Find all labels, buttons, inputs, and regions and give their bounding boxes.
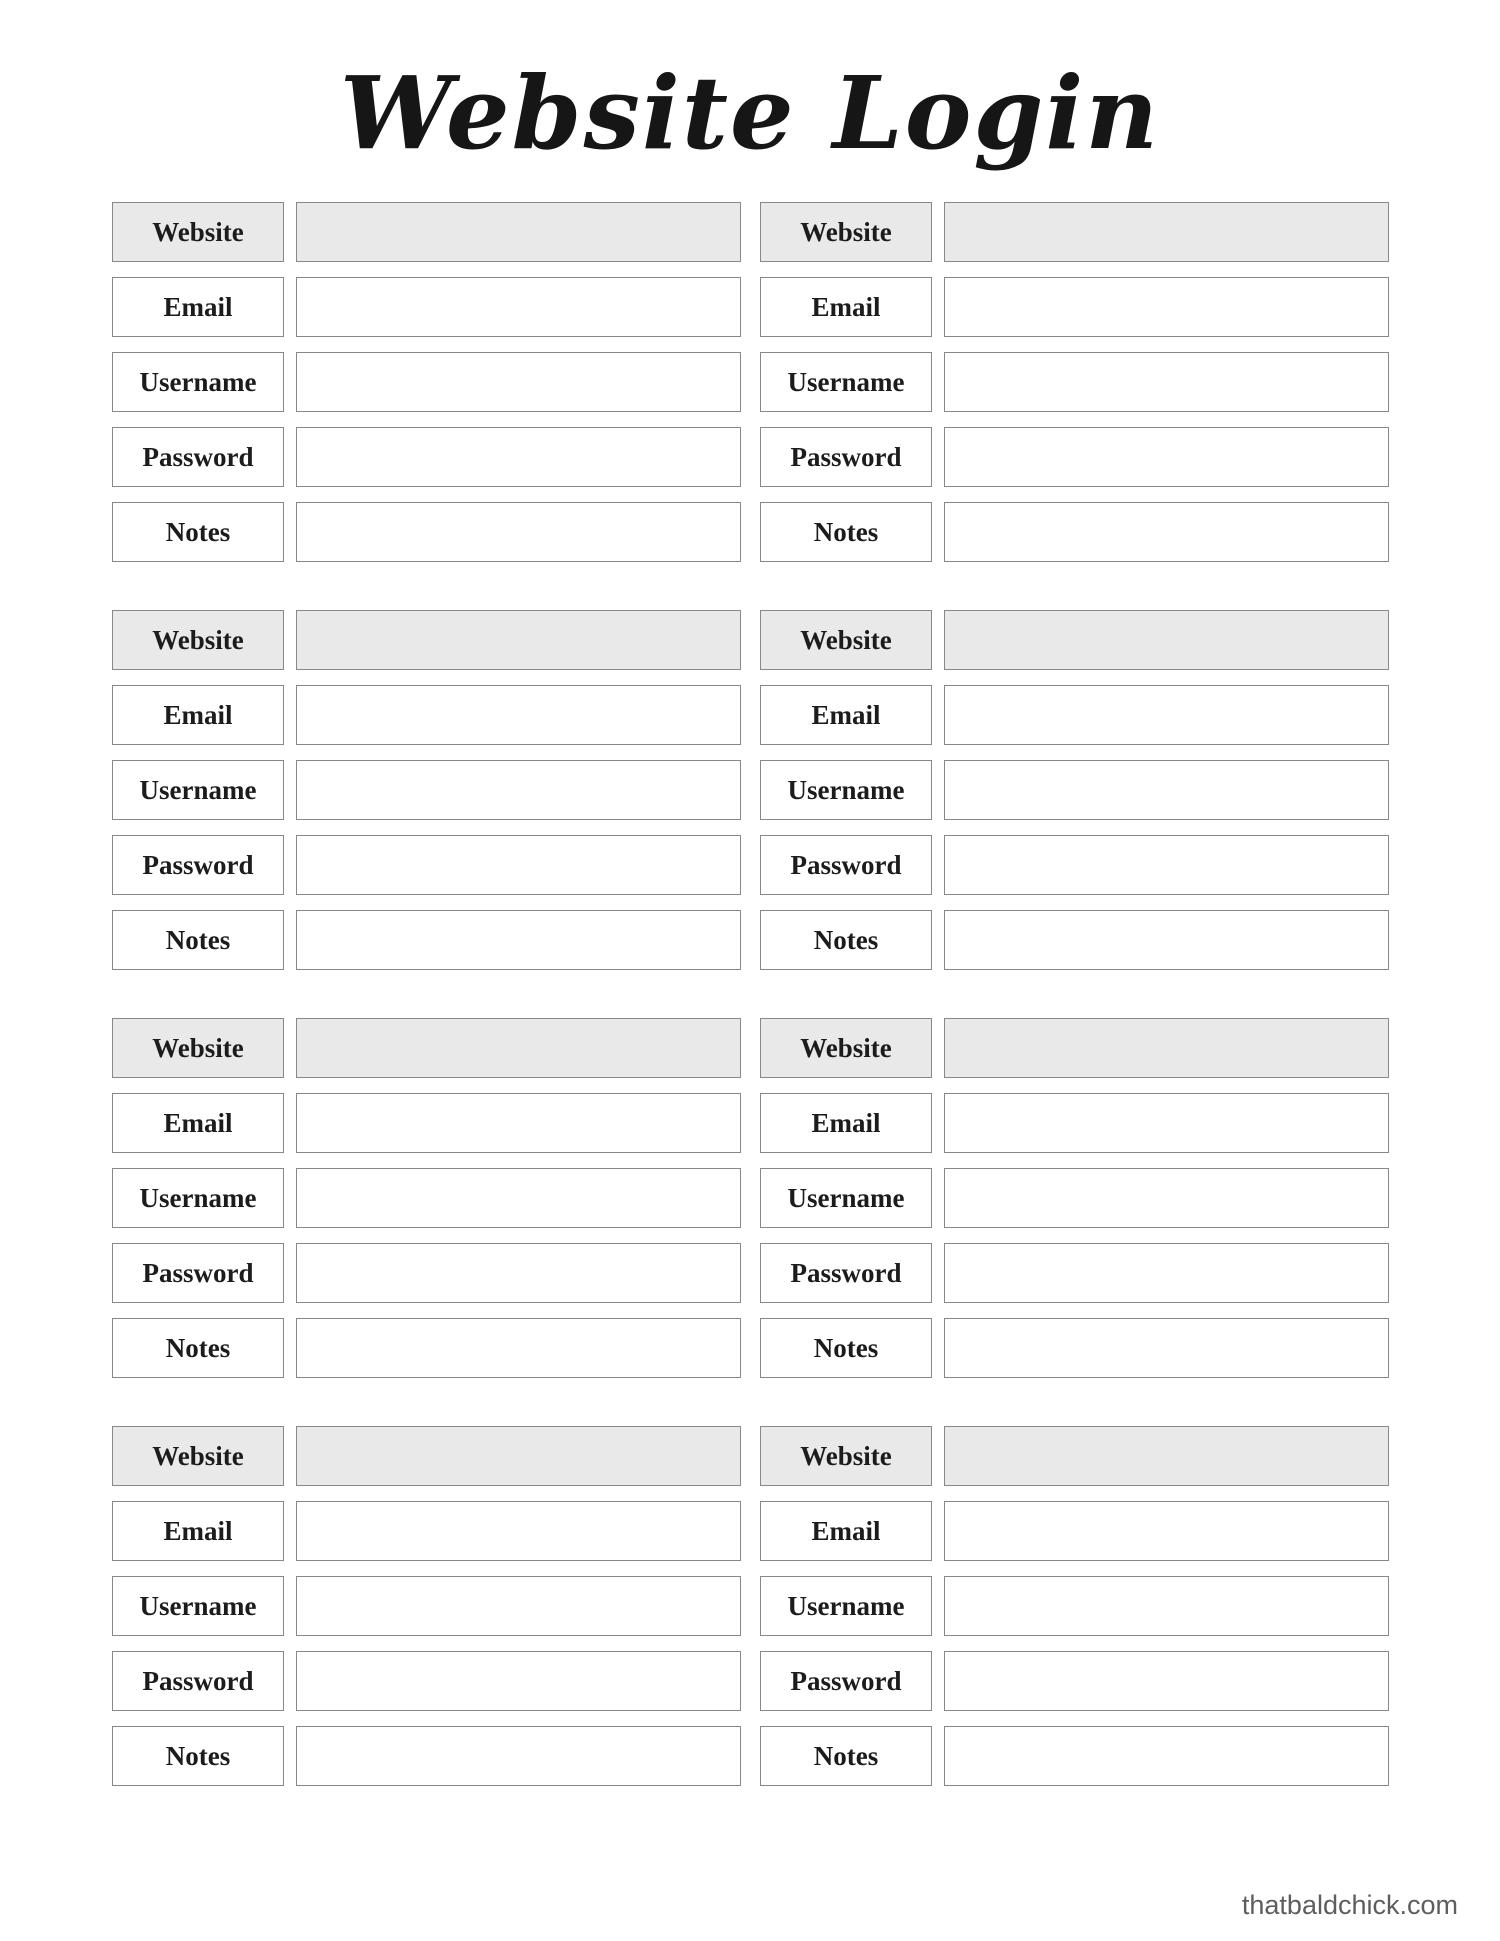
username-row bbox=[112, 1168, 741, 1228]
notes-label: Notes bbox=[760, 1318, 932, 1378]
block-row-1 bbox=[112, 202, 1389, 562]
website-label: Website bbox=[112, 202, 284, 262]
username-field[interactable] bbox=[296, 760, 741, 820]
email-row bbox=[112, 277, 741, 337]
notes-row bbox=[112, 910, 741, 970]
email-field[interactable] bbox=[944, 1501, 1389, 1561]
website-row bbox=[112, 1018, 741, 1078]
email-label: Email bbox=[112, 685, 284, 745]
website-label: Website bbox=[760, 1426, 932, 1486]
email-row bbox=[112, 685, 741, 745]
notes-field[interactable] bbox=[944, 502, 1389, 562]
website-label: Website bbox=[760, 1018, 932, 1078]
notes-label: Notes bbox=[112, 910, 284, 970]
notes-row bbox=[760, 910, 1389, 970]
username-label: Username bbox=[112, 352, 284, 412]
email-label: Email bbox=[760, 685, 932, 745]
email-field[interactable] bbox=[296, 277, 741, 337]
login-entry-block bbox=[112, 1426, 741, 1786]
notes-field[interactable] bbox=[296, 1318, 741, 1378]
website-field[interactable] bbox=[296, 1018, 741, 1078]
username-row bbox=[760, 760, 1389, 820]
block-row-3 bbox=[112, 1018, 1389, 1378]
password-field[interactable] bbox=[944, 835, 1389, 895]
notes-label: Notes bbox=[760, 502, 932, 562]
site-credit: thatbaldchick.com bbox=[1241, 1890, 1458, 1920]
website-label: Website bbox=[760, 202, 932, 262]
email-field[interactable] bbox=[296, 1093, 741, 1153]
username-label: Username bbox=[760, 760, 932, 820]
website-field[interactable] bbox=[944, 202, 1389, 262]
website-field[interactable] bbox=[296, 1426, 741, 1486]
notes-row bbox=[760, 1318, 1389, 1378]
notes-label: Notes bbox=[112, 1726, 284, 1786]
website-label: Website bbox=[112, 1018, 284, 1078]
notes-label: Notes bbox=[760, 1726, 932, 1786]
login-entry-block bbox=[112, 1018, 741, 1378]
website-field[interactable] bbox=[944, 1018, 1389, 1078]
email-row bbox=[112, 1093, 741, 1153]
password-label: Password bbox=[760, 427, 932, 487]
username-label: Username bbox=[760, 352, 932, 412]
username-label: Username bbox=[112, 1576, 284, 1636]
password-row bbox=[760, 427, 1389, 487]
block-row-4 bbox=[112, 1426, 1389, 1786]
website-label: Website bbox=[112, 610, 284, 670]
password-row bbox=[760, 835, 1389, 895]
email-row bbox=[760, 277, 1389, 337]
password-label: Password bbox=[760, 1651, 932, 1711]
email-row bbox=[760, 685, 1389, 745]
login-entry-block bbox=[760, 1018, 1389, 1378]
notes-field[interactable] bbox=[944, 1726, 1389, 1786]
password-field[interactable] bbox=[296, 835, 741, 895]
email-row bbox=[760, 1093, 1389, 1153]
email-label: Email bbox=[760, 1093, 932, 1153]
email-label: Email bbox=[760, 277, 932, 337]
login-entry-block bbox=[112, 610, 741, 970]
password-label: Password bbox=[112, 427, 284, 487]
password-label: Password bbox=[760, 835, 932, 895]
username-field[interactable] bbox=[296, 1576, 741, 1636]
website-field[interactable] bbox=[296, 202, 741, 262]
username-label: Username bbox=[760, 1576, 932, 1636]
notes-label: Notes bbox=[112, 502, 284, 562]
password-field[interactable] bbox=[944, 1243, 1389, 1303]
website-row bbox=[112, 202, 741, 262]
password-row bbox=[112, 1243, 741, 1303]
username-field[interactable] bbox=[944, 1576, 1389, 1636]
password-row bbox=[760, 1243, 1389, 1303]
website-row bbox=[760, 1018, 1389, 1078]
email-row bbox=[760, 1501, 1389, 1561]
email-field[interactable] bbox=[944, 277, 1389, 337]
notes-field[interactable] bbox=[296, 1726, 741, 1786]
website-field[interactable] bbox=[944, 610, 1389, 670]
username-label: Username bbox=[112, 1168, 284, 1228]
username-field[interactable] bbox=[296, 1168, 741, 1228]
email-field[interactable] bbox=[944, 1093, 1389, 1153]
password-row bbox=[112, 1651, 741, 1711]
website-field[interactable] bbox=[944, 1426, 1389, 1486]
password-row bbox=[112, 835, 741, 895]
username-field[interactable] bbox=[944, 760, 1389, 820]
block-row-2 bbox=[112, 610, 1389, 970]
website-label: Website bbox=[760, 610, 932, 670]
username-label: Username bbox=[760, 1168, 932, 1228]
email-row bbox=[112, 1501, 741, 1561]
notes-field[interactable] bbox=[944, 1318, 1389, 1378]
website-label: Website bbox=[112, 1426, 284, 1486]
username-label: Username bbox=[112, 760, 284, 820]
password-field[interactable] bbox=[944, 1651, 1389, 1711]
password-field[interactable] bbox=[296, 1243, 741, 1303]
username-row bbox=[760, 352, 1389, 412]
username-row bbox=[112, 1576, 741, 1636]
password-label: Password bbox=[112, 1243, 284, 1303]
notes-label: Notes bbox=[760, 910, 932, 970]
notes-row bbox=[760, 1726, 1389, 1786]
login-entry-block bbox=[760, 202, 1389, 562]
website-field[interactable] bbox=[296, 610, 741, 670]
username-field[interactable] bbox=[944, 352, 1389, 412]
username-field[interactable] bbox=[296, 352, 741, 412]
password-field[interactable] bbox=[296, 427, 741, 487]
email-field[interactable] bbox=[296, 685, 741, 745]
notes-row bbox=[112, 502, 741, 562]
password-row bbox=[112, 427, 741, 487]
email-label: Email bbox=[112, 1501, 284, 1561]
email-label: Email bbox=[112, 1093, 284, 1153]
page-title: Website Login bbox=[339, 54, 1161, 172]
password-label: Password bbox=[112, 835, 284, 895]
password-row bbox=[760, 1651, 1389, 1711]
login-entry-block bbox=[760, 610, 1389, 970]
notes-field[interactable] bbox=[296, 910, 741, 970]
website-row bbox=[760, 1426, 1389, 1486]
username-row bbox=[112, 352, 741, 412]
password-label: Password bbox=[112, 1651, 284, 1711]
username-row bbox=[112, 760, 741, 820]
notes-row bbox=[112, 1726, 741, 1786]
website-row bbox=[760, 202, 1389, 262]
username-field[interactable] bbox=[944, 1168, 1389, 1228]
notes-label: Notes bbox=[112, 1318, 284, 1378]
password-field[interactable] bbox=[944, 427, 1389, 487]
username-row bbox=[760, 1576, 1389, 1636]
password-label: Password bbox=[760, 1243, 932, 1303]
notes-field[interactable] bbox=[944, 910, 1389, 970]
password-field[interactable] bbox=[296, 1651, 741, 1711]
website-row bbox=[112, 1426, 741, 1486]
login-blocks bbox=[0, 168, 1500, 1786]
login-entry-block bbox=[760, 1426, 1389, 1786]
email-label: Email bbox=[112, 277, 284, 337]
website-row bbox=[760, 610, 1389, 670]
notes-field[interactable] bbox=[296, 502, 741, 562]
email-label: Email bbox=[760, 1501, 932, 1561]
email-field[interactable] bbox=[296, 1501, 741, 1561]
notes-row bbox=[112, 1318, 741, 1378]
website-row bbox=[112, 610, 741, 670]
login-entry-block bbox=[112, 202, 741, 562]
email-field[interactable] bbox=[944, 685, 1389, 745]
username-row bbox=[760, 1168, 1389, 1228]
notes-row bbox=[760, 502, 1389, 562]
